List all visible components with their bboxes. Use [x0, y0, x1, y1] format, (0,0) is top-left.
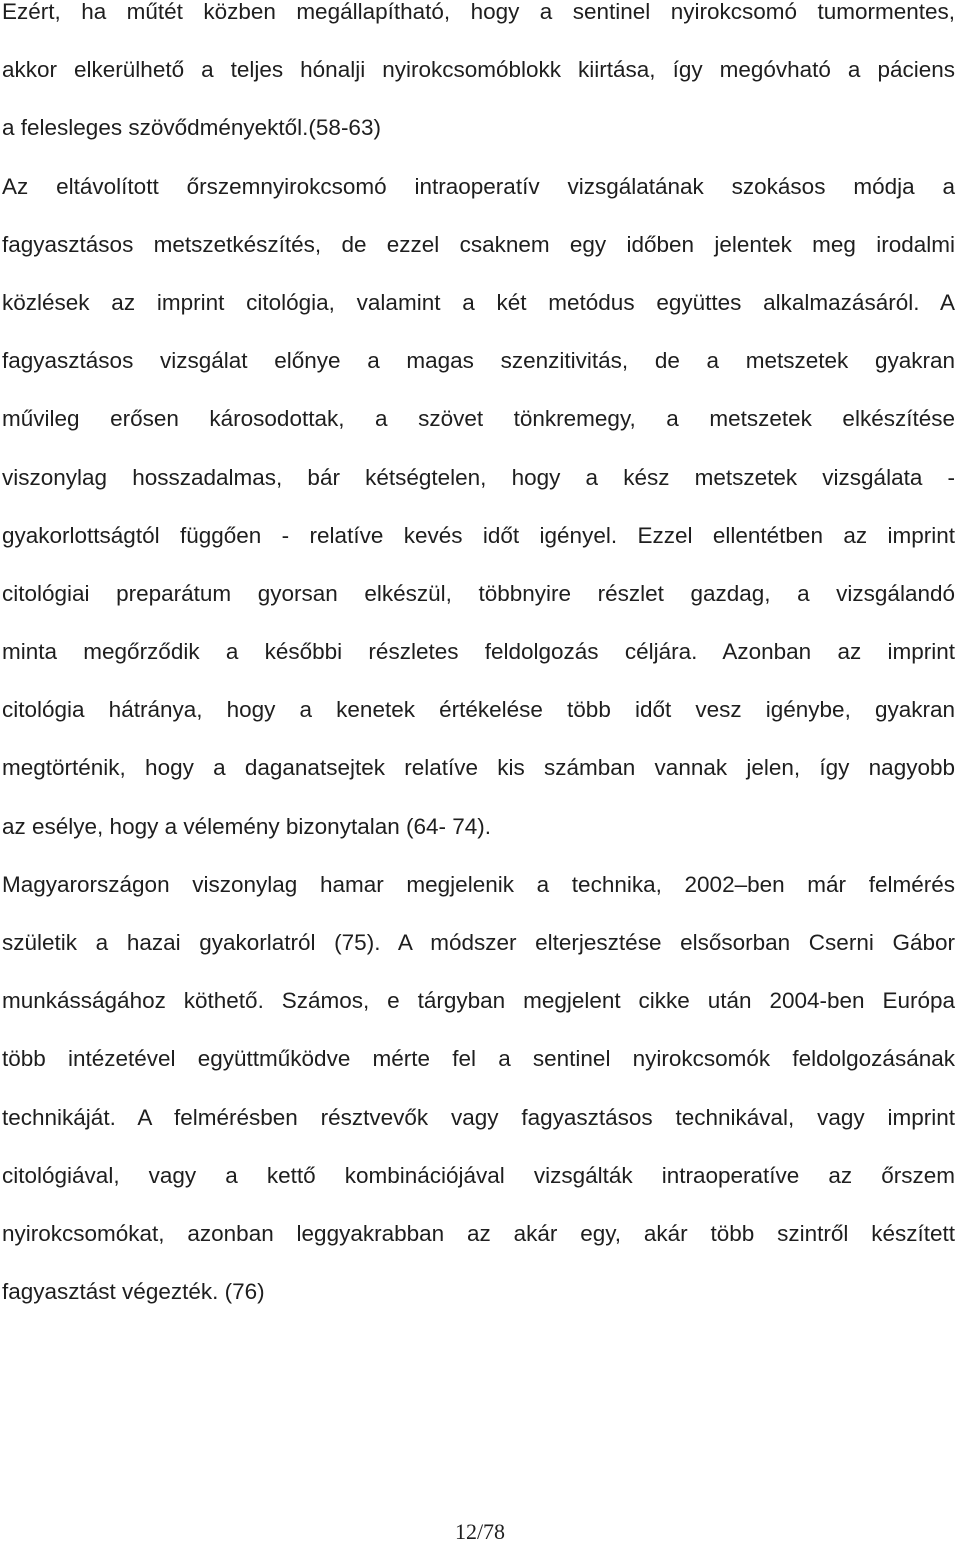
text-line: fagyasztást végezték. (76) [2, 1279, 265, 1305]
text-line: az esélye, hogy a vélemény bizonytalan (64- 74). [2, 813, 492, 839]
text-line: fagyasztásos metszetkészítés, de ezzel csaknem egy időben jelentek meg irodalmi [2, 231, 955, 257]
text-line: megtörténik, hogy a daganatsejtek relatíve kis számban vannak jelen, így nagyobb [2, 755, 955, 781]
text-line: citológiával, vagy a kettő kombinációjával vizsgálták intraoperatíve az őrszem [2, 1162, 955, 1188]
text-line: több intézetével együttműködve mérte fel a sentinel nyirokcsomók feldolgozásának [2, 1046, 955, 1072]
text-line: Az eltávolított őrszemnyirokcsomó intraoperatív vizsgálatának szokásos módja a [2, 173, 955, 199]
text-line: születik a hazai gyakorlatról (75). A módszer elterjesztése elsősorban Cserni Gábor [2, 930, 955, 955]
text-line: minta megőrződik a későbbi részletes feldolgozás céljára. Azonban az imprint [2, 639, 955, 665]
text-line: munkásságához köthető. Számos, e tárgyban megjelent cikke után 2004-ben Európa [2, 988, 955, 1014]
text-line: közlések az imprint citológia, valamint a két metódus együttes alkalmazásáról. A [2, 289, 955, 315]
text-line: fagyasztásos vizsgálat előnye a magas szenzitivitás, de a metszetek gyakran [2, 348, 955, 374]
text-line: Ezért, ha műtét közben megállapítható, hogy a sentinel nyirokcsomó tumormentes, [2, 0, 955, 24]
text-line: technikáját. A felmérésben résztvevők vagy fagyasztásos technikával, vagy imprint [2, 1104, 955, 1130]
text-line: gyakorlottságtól függően - relatíve kevés időt igényel. Ezzel ellentétben az imprint [2, 522, 955, 548]
text-line: viszonylag hosszadalmas, bár kétségtelen, hogy a kész metszetek vizsgálata - [2, 464, 955, 490]
text-line: citológia hátránya, hogy a kenetek értékelése több időt vesz igénybe, gyakran [2, 697, 955, 723]
body-text [2, 0, 955, 1321]
text-line: művileg erősen károsodottak, a szövet tönkremegy, a metszetek elkészítése [2, 406, 955, 432]
text-line: a felesleges szövődményektől.(58-63) [2, 115, 381, 141]
text-line: nyirokcsomókat, azonban leggyakrabban az akár egy, akár több szintről készített [2, 1220, 955, 1246]
text-line: citológiai preparátum gyorsan elkészül, többnyire részlet gazdag, a vizsgálandó [2, 580, 955, 606]
text-line: akkor elkerülhető a teljes hónalji nyirokcsomóblokk kiirtása, így megóvható a páciens [2, 57, 955, 83]
text-line: Magyarországon viszonylag hamar megjelenik a technika, 2002–ben már felmérés [2, 871, 955, 897]
page-number: 12/78 [454, 1519, 506, 1544]
